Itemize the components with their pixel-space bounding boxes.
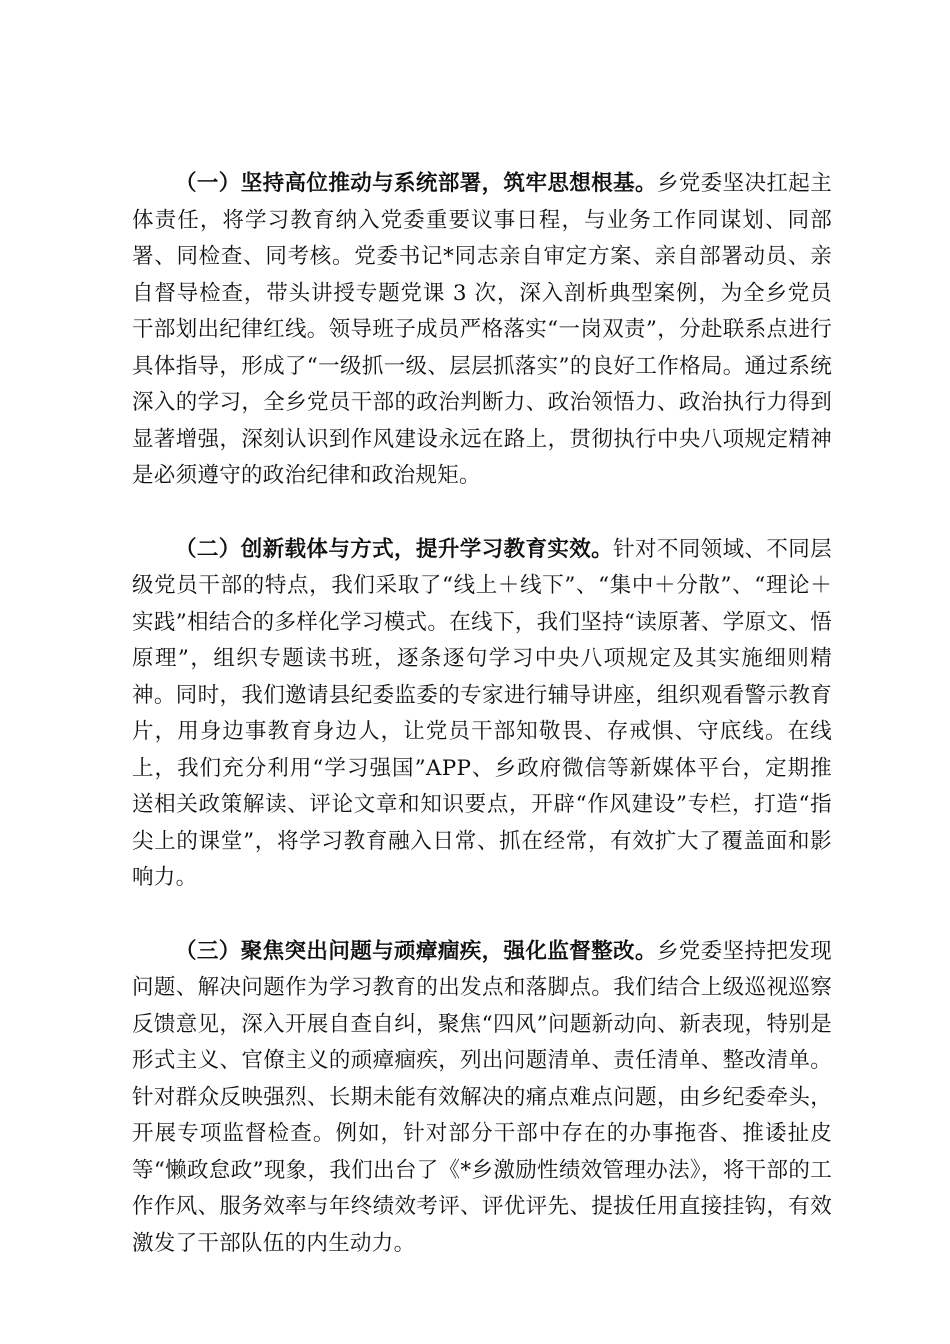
paragraph-1-body: 乡党委坚决扛起主体责任，将学习教育纳入党委重要议事日程，与业务工作同谋划、同部署、同检查、同考核。党委书记*同志亲自审定方案、亲自部署动员、亲自督导检查，带头讲授专题党课 3 次，深入剖析典型案例，为全乡党员干部划出纪律红线。领导班子成员严格落实“一岗双责”，分赴联系点进行具体指导，形成了“一级抓一级、层层抓落实”的良好工作格局。通过系统深入的学习，全乡党员干部的政治判断力、政治领悟力、政治执行力得到显著增强，深刻认识到作风建设永远在路上，贯彻执行中央八项规定精神是必须遵守的政治纪律和政治规矩。 <box>132 171 832 488</box>
paragraph-3-body: 乡党委坚持把发现问题、解决问题作为学习教育的出发点和落脚点。我们结合上级巡视巡察反馈意见，深入开展自查自纠，聚焦“四风”问题新动向、新表现，特别是形式主义、官僚主义的顽瘴痼疾，列出问题清单、责任清单、整改清单。针对群众反映强烈、长期未能有效解决的痛点难点问题，由乡纪委牵头，开展专项监督检查。例如，针对部分干部中存在的办事拖沓、推诿扯皮等“懒政怠政”现象，我们出台了《*乡激励性绩效管理办法》，将干部的工作作风、服务效率与年终绩效考评、评优评先、提拔任用直接挂钩，有效激发了干部队伍的内生动力。 <box>132 938 832 1256</box>
paragraph-2-body: 针对不同领域、不同层级党员干部的特点，我们采取了“线上＋线下”、“集中＋分散”、“理论＋实践”相结合的多样化学习模式。在线下，我们坚持“读原著、学原文、悟原理”，组织专题读书班，逐条逐句学习中央八项规定及其实施细则精神。同时，我们邀请县纪委监委的专家进行辅导讲座，组织观看警示教育片，用身边事教育身边人，让党员干部知敬畏、存戒惧、守底线。在线上，我们充分利用“学习强国”APP、乡政府微信等新媒体平台，定期推送相关政策解读、评论文章和知识要点，开辟“作风建设”专栏，打造“指尖上的课堂”，将学习教育融入日常、抓在经常，有效扩大了覆盖面和影响力。 <box>132 536 832 890</box>
paragraph-2-heading: （二）创新载体与方式，提升学习教育实效。 <box>175 536 614 562</box>
paragraph-1-heading: （一）坚持高位推动与系统部署，筑牢思想根基。 <box>175 171 657 196</box>
document-page <box>132 166 832 1299</box>
paragraph-2 <box>132 532 832 897</box>
paragraph-1 <box>132 166 832 495</box>
paragraph-3 <box>132 934 832 1263</box>
paragraph-3-heading: （三）聚焦突出问题与顽瘴痼疾，强化监督整改。 <box>175 938 657 964</box>
